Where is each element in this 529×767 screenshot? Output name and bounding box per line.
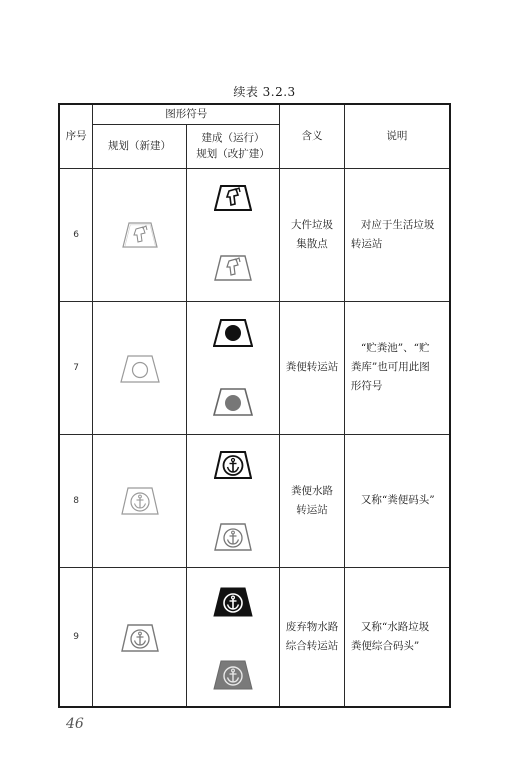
bulky-waste-icon: [214, 185, 252, 211]
anchor-icon: [121, 624, 159, 652]
description-text: “贮粪池”、“贮: [360, 342, 430, 354]
plan-symbol-cell: [93, 567, 186, 707]
plan-symbol-cell: [93, 301, 186, 434]
header-build: [186, 124, 279, 168]
description-text: 粪库”也可用此图: [350, 361, 430, 373]
meaning-text: 转运站: [296, 503, 328, 516]
build-symbol-cell: [186, 434, 279, 567]
plan-symbol-cell: [93, 434, 186, 567]
anchor-icon: [214, 523, 252, 551]
anchor-icon: [214, 451, 252, 479]
table-caption: 续表 3.2.3: [233, 85, 296, 99]
build-symbol-cell: [186, 168, 279, 301]
meaning-text: 集散点: [296, 237, 328, 250]
bulky-waste-icon: [214, 255, 252, 281]
header-index: 序号: [59, 104, 93, 168]
meaning-text: 粪便转运站: [285, 361, 339, 373]
header-meaning: 含义: [280, 104, 345, 168]
description-cell: [344, 434, 450, 567]
circle-icon: [213, 319, 253, 347]
table-row: [59, 301, 450, 434]
row-index: 7: [59, 301, 93, 434]
description-text: 形符号: [350, 380, 383, 392]
header-plan: 规划（新建）: [93, 124, 186, 168]
meaning-cell: [280, 567, 345, 707]
description-cell: [344, 301, 450, 434]
meaning-text: 粪便水路: [291, 484, 334, 497]
description-text: 又称“水路垃圾: [360, 620, 430, 633]
table-row: [59, 168, 450, 301]
symbol-table: [58, 103, 451, 708]
description-cell: [344, 567, 450, 707]
header-build-line2: 规划（改扩建）: [196, 148, 270, 160]
anchor-icon: [121, 487, 159, 515]
description-text: 粪便综合码头”: [350, 639, 420, 652]
meaning-text: 综合转运站: [285, 639, 339, 652]
description-cell: [344, 168, 450, 301]
table-row: [59, 434, 450, 567]
meaning-cell: [280, 301, 345, 434]
description-text: 又称“粪便码头”: [360, 494, 435, 506]
header-symbol-group: 图形符号: [93, 104, 280, 124]
meaning-cell: [280, 434, 345, 567]
header-description: 说明: [344, 104, 450, 168]
row-index: 6: [59, 168, 93, 301]
circle-icon: [213, 388, 253, 416]
table-row: [59, 567, 450, 707]
row-index: 8: [59, 434, 93, 567]
plan-symbol-cell: [93, 168, 186, 301]
build-symbol-cell: [186, 567, 279, 707]
page-number: 46: [66, 716, 84, 732]
anchor-inverted-icon: [213, 660, 253, 690]
meaning-text: 大件垃圾: [291, 218, 334, 231]
row-index: 9: [59, 567, 93, 707]
description-text: 转运站: [350, 237, 383, 250]
bulky-waste-icon: [122, 222, 158, 248]
circle-icon: [120, 355, 160, 383]
meaning-text: 废弃物水路: [285, 620, 339, 633]
anchor-inverted-icon: [213, 587, 253, 617]
build-symbol-cell: [186, 301, 279, 434]
description-text: 对应于生活垃圾: [360, 218, 435, 231]
header-build-line1: 建成（运行）: [201, 132, 265, 144]
meaning-cell: [280, 168, 345, 301]
